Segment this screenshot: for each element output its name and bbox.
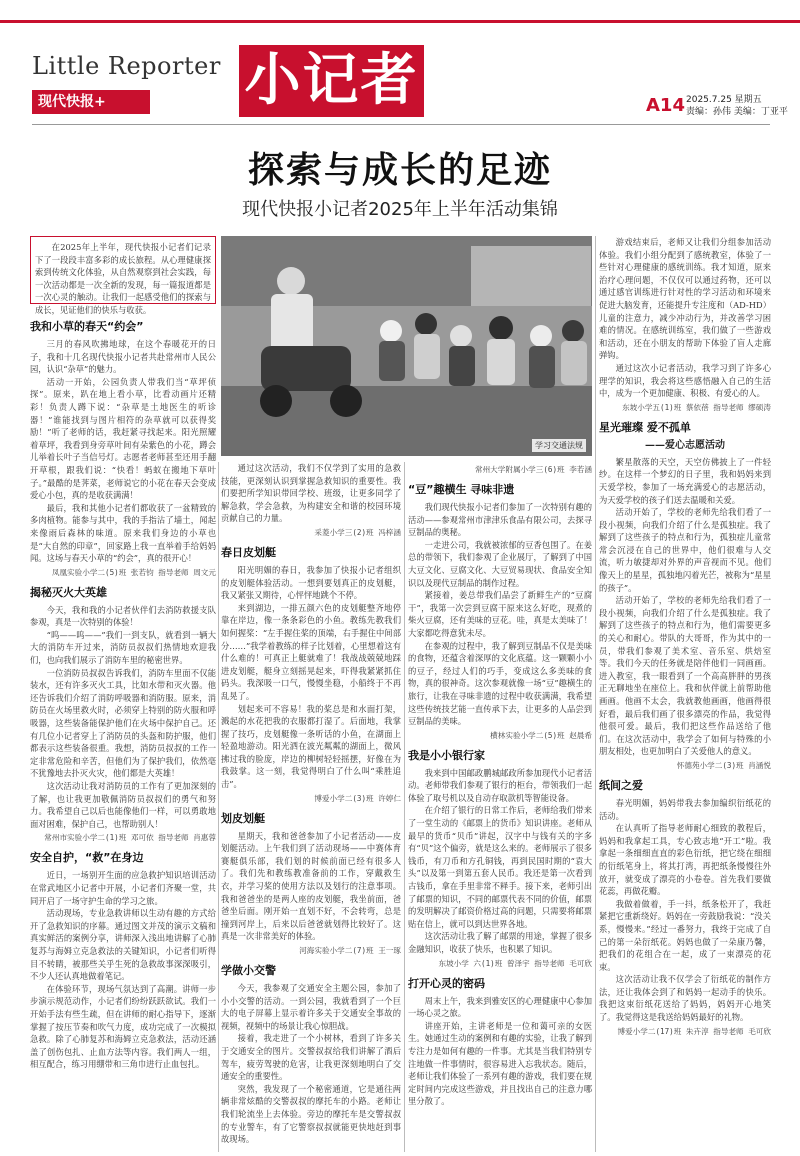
byline: 横林实验小学二(5)班 赵晨希 — [490, 730, 592, 740]
article-title: 星光璀璨 爱不孤单 — [599, 420, 691, 434]
article-paragraph: 紧接着，姜总带我们品尝了新鲜生产的“豆腐干”，我第一次尝到豆腐干原来这么好吃，现煮的柴火豆腐，还有美味的豆花。哇，真是太美味了！大家都吃得意犹未尽。 — [408, 590, 592, 638]
article-paragraph: 一位消防员叔叔告诉我们，消防车里面不仅能装水，还有许多灭火工具，比如水带和灭火器。他还告诉我们介绍了消防呼吸器和消防服。原来，消防员在火场里救火时，必须穿上特别的防火服和呼吸器，这些装备能保护他们在火场中保护自己。还有几位小记者穿上了消防员的头盔和防护服，他们都表示这些装备很重。我想，消防员叔叔的工作一定非常危险和辛苦，但他们为了保护我们，依然毫不犹豫地去扑灭火灾，他们都是大英雄！ — [30, 667, 216, 779]
article-paragraph: 星期天，我和爸爸参加了小记者活动——皮划艇活动。上午我们到了活动现场——中赛体育赛艇俱乐部，我们划的时候前面已经有很多人了。我们先和教练教准备前的工作，穿戴救生衣，并学习桨的使用方法以及划行的注意事项。我和爸爸坐的是两人座的皮划艇，我坐前面，爸爸坐后面。刚开始一直划不好，不会转弯，总是撞到河岸上，后来以后爸爸就划得比较好了。这真是一次非常美好的体验。 — [221, 830, 401, 942]
byline: 怀德苑小学二(3)班 肖涵悦 — [676, 760, 771, 770]
byline: 东坡小学 六(1)班 曾泽宇 指导老师 毛可欣 — [438, 958, 592, 968]
article-paragraph: 我们现代快报小记者们参加了一次特别有趣的活动——参观常州市津津乐食品有限公司，去探寻豆制品的奥秘。 — [408, 502, 592, 538]
photo-caption: 学习交通法规 — [532, 439, 586, 452]
article-paragraph: 这次活动让我了解了邮票的用途，掌握了很多金融知识，收获了快乐，也积累了知识。 — [408, 931, 592, 954]
article-title: 纸间之爱 — [599, 778, 643, 792]
article-title: 划皮划艇 — [221, 811, 265, 825]
article-paragraph: 在参观的过程中，我了解到豆制品不仅是美味的食物，还蕴含着深厚的文化底蕴。这一颗颗小小的豆子，经过人们的巧手，变成这么多美味的食物，真的很神奇。这次参观就像一场“豆”趣横生的旅行，让我在寻味非遗的过程中收获满满，我希望这些传统技艺能一直传承下去，让更多的人品尝到豆制品的美味。 — [408, 640, 592, 727]
article-title: 我是小小银行家 — [408, 748, 485, 762]
byline: 博爱小学二(3)班 许婷仁 — [314, 793, 401, 803]
page-headline: 探索与成长的足迹 — [247, 150, 552, 191]
article-title: 学做小交警 — [221, 964, 276, 977]
section-title-cn: 小记者 — [239, 45, 424, 117]
byline: 河海实验小学二(7)班 王一琢 — [299, 946, 401, 955]
feature-photo — [221, 236, 592, 456]
article-paragraph: “呜——呜——”我们一到支队，就看到一辆大大的消防车开过来，消防员叔叔们热情地欢迎我们，也向我们展示了消防车里的秘密世界。 — [30, 629, 216, 666]
article-subtitle: ——爱心志愿活动 — [645, 439, 725, 451]
brand-logo: 现代快报+ — [32, 90, 150, 114]
article-paragraph: 一走进公司，我就被浓郁的豆香包围了。在姜总的带领下，我们参观了企业展厅，了解到了中国大豆文化、豆腐文化、大豆贸易现状、食品安全知识以及现代豆制品的制作过程。 — [408, 539, 592, 588]
column-divider — [404, 462, 405, 1152]
article-paragraph: 我来到中国邮政鹏城邮政所参加现代小记者活动。老师带我们参观了银行的柜台，带领我们一起体验了取号机以及自动存取款机等智能设备。 — [408, 767, 592, 803]
masthead-rule — [32, 124, 770, 125]
byline: 凤凰实验小学二(5)班 张若钧 指导老师 周文元 — [51, 567, 216, 577]
article-title: 打开心灵的密码 — [408, 976, 485, 990]
article-paragraph: 活动开始了，学校的老师先给我们看了一段小视频，向我们介绍了什么是孤独症。我了解到了这些孩子的特点和行为，孤独症儿童常常会沉浸在自己的世界中，他们很难与人交流，听力敏捷却对外界的声音视而不见。他们像天上的星星，孤独地闪着光芒，被称为“星星的孩子”。 — [599, 507, 771, 593]
dateline — [686, 94, 788, 118]
article-paragraph: 接着，我走进了一个小树林，看到了许多关于交通安全的图片。交警叔叔给我们讲解了酒后驾车，疲劳驾驶的危害，让我更深刻地明白了交通安全的重要性。 — [221, 1033, 401, 1082]
editors-credit: 责编：孙伟 美编：丁亚平 — [686, 107, 788, 117]
byline: 常州市实验小学二(1)班 邓可依 指导老师 肖惠蓉 — [44, 833, 216, 843]
article-paragraph: 在介绍了银行的日常工作后，老师给我们带来了一堂生动的《邮票上的货币》知识讲座。老师从最早的货币“贝币”讲起，汉字中与钱有关的字多有“贝”这个偏旁，就是这么来的。老师展示了很多钱币，有刀币和方孔铜钱，再到民国时期的“袁大头”以及第一到第五套人民币。我还是第一次看到古钱币，拿在手里非常不释手。接下来，老师引出了邮票的知识，不同的邮票代表不同的价值，邮票的发明解决了邮资价格过高的问题，只需要将邮票贴在信上，就可以到达世界各地。 — [408, 805, 592, 929]
article-paragraph: 来到湖边，一排五颜六色的皮划艇整齐地停靠在岸边，像一条条彩色的小鱼。教练先教我们如何握桨：“左手握住桨的顶端，右手握住中间部分……”我学着教练的样子比划着，心里想着这有什么难的！可真正上艇就难了！我战战兢兢地踩进皮划艇，艇身立刻摇晃起来，吓得我紧紧抓住码头。我深吸一口气，慢慢坐稳，小船终于不再乱晃了。 — [221, 602, 401, 701]
article-paragraph: 活动一开始，公园负责人带我们当“草坪侦探”。原来，趴在地上看小草，比看动画片还精彩！负责人蹲下说：“杂草是土地医生的听诊器！”谁能找到与图片相符的杂草就可以获得奖励！”听了老师的话，我赶紧寻找起来。阳光照耀着草坪，我看到身旁草叶间有朵紫色的小花，蹲会儿举着长叶子当信号灯。志愿者老师甚至还用手翻开草根，跟我们说：“快看！蚂蚁在搬地下草叶子。”最酷的是荠菜，老师说它的小花在春天会变成爱心小包，真的是收获满满！ — [30, 376, 216, 501]
article-paragraph: 游戏结束后，老师又让我们分组参加活动体验。我们小组分配到了感统教室，体验了一些针对心理健康的感统训练。我才知道，原来治疗心理问题，不仅仅可以通过药物，还可以通过感官训练进行针对性的学习活动和环境来促进大脑发育，还能提升专注度和（AD-HD）儿童的注意力，减少冲动行为，并改善学习困难的情况。在感统训练室，我们做了一些游戏和活动，还在小朋友的帮助下体验了盲人走廊弹钩。 — [599, 237, 771, 361]
byline: 常州大学附属小学三(6)班 李若涵 — [474, 465, 592, 474]
article-paragraph: 这次活动让我不仅学会了衍纸花的制作方法，还让我体会到了和妈妈一起动手的快乐。我把这束衍纸花送给了妈妈，妈妈开心地笑了。我觉得这是我送给妈妈最好的礼物。 — [599, 974, 771, 1023]
article-paragraph: 在体验环节，现场气氛达到了高潮。讲师一步步演示规范动作，小记者们纷纷跃跃欲试。我们一开始手法有些生疏，但在讲师的耐心指导下，逐渐掌握了按压节奏和吹气力度，成功完成了一次模拟急救。除了心肺复苏和海姆立克急救法，活动还涵盖了创伤包扎、止血方法等内容。我们两人一组，相互配合，练习用绷带和三角巾进行止血包扎。 — [30, 983, 216, 1070]
column-divider — [218, 462, 219, 1152]
article-paragraph: 今天，我参观了交通安全主题公园，参加了小小交警的活动。一到公园，我就看到了一个巨大的电子屏幕上显示着许多关于交通安全事故的视频，视频中的场景让我心惊胆战。 — [221, 983, 401, 1031]
section-title-en: Little Reporter — [32, 52, 221, 80]
article-paragraph: 这次活动让我对消防员的工作有了更加深刻的了解，也让我更加敬佩消防员叔叔们的勇气和努力。我希望自己以后也能像他们一样，可以勇敢地面对困难，保护自己，也帮助别人！ — [30, 781, 216, 829]
top-rule — [0, 20, 800, 23]
article-paragraph: 活动现场，专业急救讲师以生动有趣的方式给开了急救知识的序幕。通过图文并茂的演示文稿和真实鲜活的案例分享，讲师深入浅出地讲解了心肺复苏与海姆立克急救法的关键知识，小记者们听得目不转睛，被那些关乎生死的急救故事深深吸引，不少人还认真地做着笔记。 — [30, 908, 216, 982]
article-paragraph: 在认真听了指导老师耐心细致的教程后，妈妈和我拿起工具，专心致志地“开工”啦。我拿起一条细细直直的彩色衍纸，把它绕在细细的衍纸笔身上，将其打湾，再把纸条慢慢往外放开，就变成了漂亮的小卷卷。首先我们要做花蕊，再做花瓣。 — [599, 823, 771, 897]
article-paragraph: 三月的春风吹拂地球，在这个春暖花开的日子，我和十几名现代快报小记者共赴常州市人民公园，认识“杂草”的魅力。 — [30, 339, 216, 375]
column-2 — [221, 462, 401, 1152]
article-paragraph: 讲座开始，主讲老师是一位和蔼可亲的女医生。她通过生动的案例和有趣的实验，让我了解到专注力是如何有趣的一件事。尤其是当我们特别专注地做一件事情时，很容易进入忘我状态。随后，老师让我们体验了一系列有趣的游戏，我们要在规定时间内完成这些游戏，并且找出自己的注意力哪里分散了。 — [408, 1020, 592, 1107]
intro-text: 在2025年上半年，现代快报小记者们记录下了一段段丰富多彩的成长旅程。从心理健康探索到传统文化体验，从自然观察到社会实践，每一次活动都是一次全新的发现，每一篇报道都是一次心灵的触动。让我们一起感受他们的探索与成长，见证他们的快乐与收获。 — [35, 242, 211, 315]
article-paragraph: 今天，我和我的小记者伙伴们去消防救援支队参观，真是一次特别的体验！ — [30, 604, 216, 628]
issue-date: 2025.7.25 星期五 — [686, 95, 762, 105]
byline: 东坡小学五(1)班 蔡依蓓 指导老师 缪硕涛 — [622, 402, 771, 412]
article-paragraph: 最后，我和其他小记者们都收获了一盆精致的多肉植物。能参与其中，我的手指沾了墙土，闻起来像雨后森林的味道。原来我们身边的小草也是“大自然的印章”，回家路上我一直举着手给妈妈闻。这场与春天小草的“约会”，真的很开心！ — [30, 502, 216, 564]
column-1 — [30, 312, 216, 1152]
article-title: 我和小草的春天“约会” — [30, 320, 144, 333]
photo-illustration — [221, 236, 592, 456]
page-subheadline: 现代快报小记者2025年上半年活动集锦 — [242, 199, 558, 220]
article-title: 揭秘灭火大英雄 — [30, 585, 107, 599]
column-3 — [408, 462, 592, 1152]
article-paragraph: 近日，一场别开生面的应急救护知识培训活动在常武地区小记者中开展，小记者们齐聚一堂，共同开启了一场守护生命的学习之旅。 — [30, 870, 216, 906]
article-paragraph: 活动开始了，学校的老师先给我们看了一段小视频，向我们介绍了什么是孤独症。我了解到了这些孩子的特点和行为，他们需要更多的关心和耐心。带队的大哥哥，作为其中的一员，带我们参观了美术室、音乐室、烘焙室等。我们今天的任务就是陪伴他们一同画画。进入教室，我一眼看到了一个高高胖胖的男孩正无聊地坐在座位上。我和伙伴就上前帮助他画画。他画不太会，我就教他画画，他画得很好看，最后我们画了很多漂亮的作品，我觉得他很可爱。最后，我们把这些作品送给了他们。在这次活动中，我学会了如何与特殊的小朋友相处，也更加明白了关爱他人的意义。 — [599, 595, 771, 757]
page-number: A14 — [646, 95, 685, 116]
article-paragraph: 通过这次活动，我们不仅学到了实用的急救技能，更深刻认识到掌握急救知识的重要性。我们要把所学知识带回学校、班级，让更多同学了解急救，学会急救，为构建安全和谐的校园环境贡献自己的力量。 — [221, 463, 401, 524]
intro-box — [30, 236, 216, 315]
article-paragraph: 阳光明媚的春日，我参加了快报小记者组织的皮划艇体验活动。一想到要划真正的皮划艇，我又紧张又期待，心怦怦地跳个不停。 — [221, 564, 401, 601]
byline: 采菱小学三(2)班 冯梓涵 — [314, 527, 401, 537]
article-paragraph: 通过这次小记者活动，我学习到了许多心理学的知识，我会将这些感悟融入自己的生活中，成为一个更加健康、积极、有爱心的人。 — [599, 362, 771, 399]
article-paragraph: 繁星散落的天空，天空仿佛披上了一件轻纱。在这样一个梦幻的日子里，我和妈妈来到天爱学校，参加了一场充满爱心的志愿活动，为天爱学校的孩子们送去温暖和关爱。 — [599, 456, 771, 505]
article-title: 安全自护，“救”在身边 — [30, 851, 144, 865]
article-paragraph: 周末上午，我来到雅安区的心理健康中心参加一场心灵之旅。 — [408, 995, 592, 1019]
article-title: “豆”趣横生 寻味非遗 — [408, 483, 515, 496]
article-paragraph: 我做着做着，手一抖，纸条松开了，我赶紧把它重新绕好。妈妈在一旁鼓励我说：“没关系，慢慢来。”经过一番努力，我终于完成了自己的第一朵衍纸花。妈妈也做了一朵康乃馨，把我们的花组合在一起，成了一束漂亮的花束。 — [599, 898, 771, 972]
article-paragraph: 划起来可不容易！我的桨总是和水面打架，溅起的水花把我的衣服都打湿了。后面地，我掌握了技巧，皮划艇像一条听话的小鱼，在湖面上轻盈地游动。阳光洒在波光粼粼的湖面上，微风拂过我的脸庞，岸边的柳树轻轻摇摆，好像在为我鼓掌。这一刻，我觉得明白了什么叫“乘胜追击”。 — [221, 703, 401, 790]
article-paragraph: 突然，我发现了一个秘密通道，它是通往两辆非常炫酷的交警叔叔的摩托车的小路。老师让我们轮流坐上去体验。旁边的摩托车是交警叔叔的专业警车，有了它警察叔叔就能更快地赶到事故现场。 — [221, 1083, 401, 1145]
column-4 — [599, 236, 771, 1152]
column-divider — [595, 236, 596, 1152]
masthead — [0, 0, 800, 125]
article-paragraph: 春光明媚，妈妈带我去参加编织衍纸花的活动。 — [599, 797, 771, 821]
article-title: 春日皮划艇 — [221, 545, 276, 559]
byline: 博爱小学二(17)班 朱卉淳 指导老师 毛可欣 — [617, 1026, 771, 1036]
